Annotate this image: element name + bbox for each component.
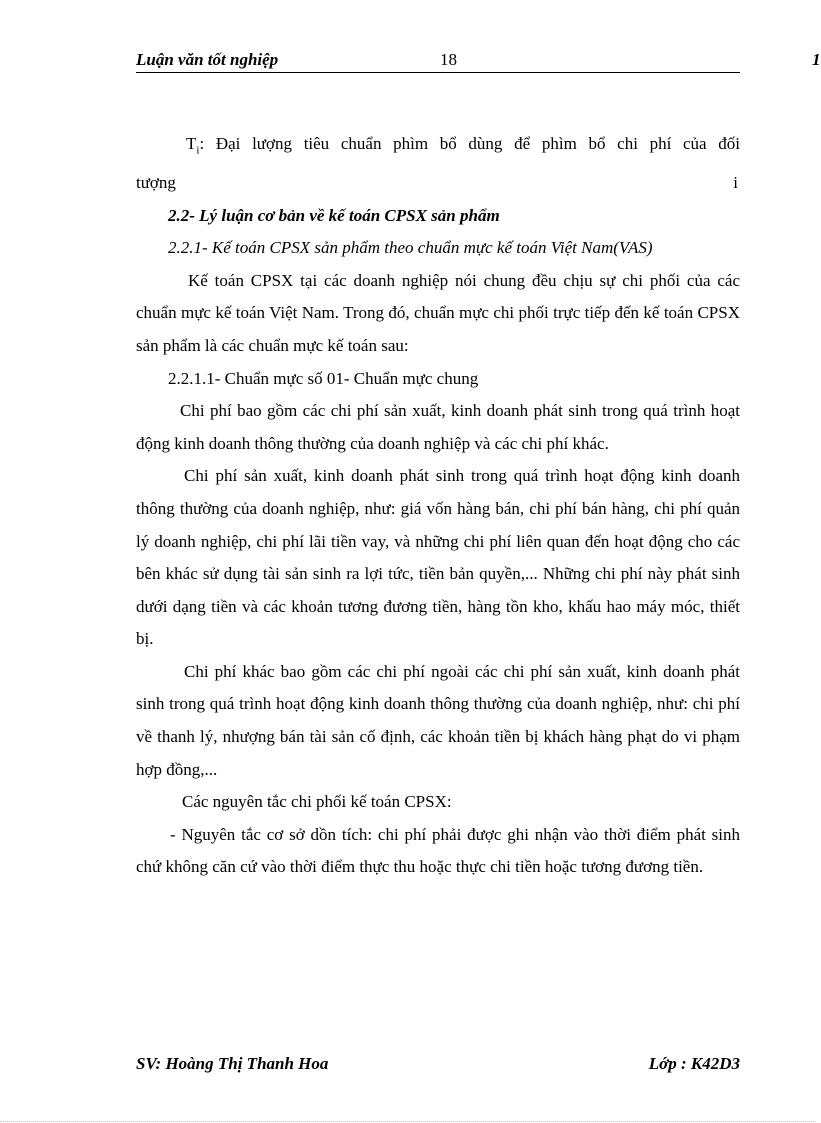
t-definition [136, 128, 740, 167]
paragraph-chi-phi-khac: Chi phí khác bao gồm các chi phí ngoài các chi phí sản xuất, kinh doanh phát sinh trong quá trình hoạt động kinh doanh thông thường của doanh nghiệp, như: chi phí về thanh lý, nhượng bán tài sản cố định, các khoản tiền bị khách hàng phạt do vi phạm hợp đồng,... [136, 661, 740, 779]
student-name: SV: Hoàng Thị Thanh Hoa [136, 1054, 329, 1073]
page-edge-divider [0, 1121, 816, 1122]
header-right-mark: 1 [812, 50, 821, 69]
heading-2-2: 2.2- Lý luận cơ bản về kế toán CPSX sản phẩm [168, 205, 500, 225]
page-number: 18 [440, 50, 457, 69]
paragraph-co-so-don-tich: - Nguyên tắc cơ sở dồn tích: chi phí phải được ghi nhận vào thời điểm phát sinh chứ không căn cứ vào thời điểm thực thu hoặc thực chi tiền hoặc tương đương tiền. [136, 824, 740, 877]
page-content [136, 128, 740, 884]
page-header [136, 48, 821, 73]
paragraph-intro: Kế toán CPSX tại các doanh nghiệp nói chung đều chịu sự chi phối của các chuẩn mực kế toán Việt Nam. Trong đó, chuẩn mực chi phối trực tiếp đến kế toán CPSX sản phẩm là các chuẩn mực kế toán sau: [136, 270, 740, 355]
heading-2-2-1-1: 2.2.1.1- Chuẩn mực số 01- Chuẩn mực chung [168, 368, 479, 388]
paragraph-nguyen-tac: Các nguyên tắc chi phối kế toán CPSX: [182, 792, 452, 812]
t-definition-word: tượng [136, 172, 176, 192]
paragraph-chi-phi: Chi phí bao gồm các chi phí sản xuất, kinh doanh phát sinh trong quá trình hoạt động kinh doanh thông thường của doanh nghiệp và các chi phí khác. [136, 401, 740, 453]
t-definition-text: : Đại lượng tiêu chuẩn phìm bổ dùng để phìm bổ chi phí của đối [199, 134, 740, 153]
thesis-title: Luận văn tốt nghiệp [136, 50, 279, 69]
class-code: Lớp : K42D3 [648, 1054, 740, 1073]
paragraph-chi-phi-san-xuat: Chi phí sản xuất, kinh doanh phát sinh trong quá trình hoạt động kinh doanh thông thường của doanh nghiệp, như: giá vốn hàng bán, chi phí bán hàng, chi phí quản lý doanh nghiệp, chi phí lãi tiền vay, và những chi phí liên quan đến hoạt động cho các bên khác sử dụng tài sản sinh ra lợi tức, tiền bản quyền,... Những chi phí này phát sinh dưới dạng tiền và các khoản tương đương tiền, hàng tồn kho, khấu hao máy móc, thiết bị. [136, 466, 740, 649]
heading-2-2-1: 2.2.1- Kế toán CPSX sản phẩm theo chuẩn mực kế toán Việt Nam(VAS) [168, 238, 653, 258]
t-definition-line2 [136, 167, 740, 200]
t-definition-index: i [733, 172, 738, 192]
t-symbol: T [186, 134, 197, 153]
page-footer [136, 1054, 740, 1078]
t-subscript: i [196, 144, 200, 157]
